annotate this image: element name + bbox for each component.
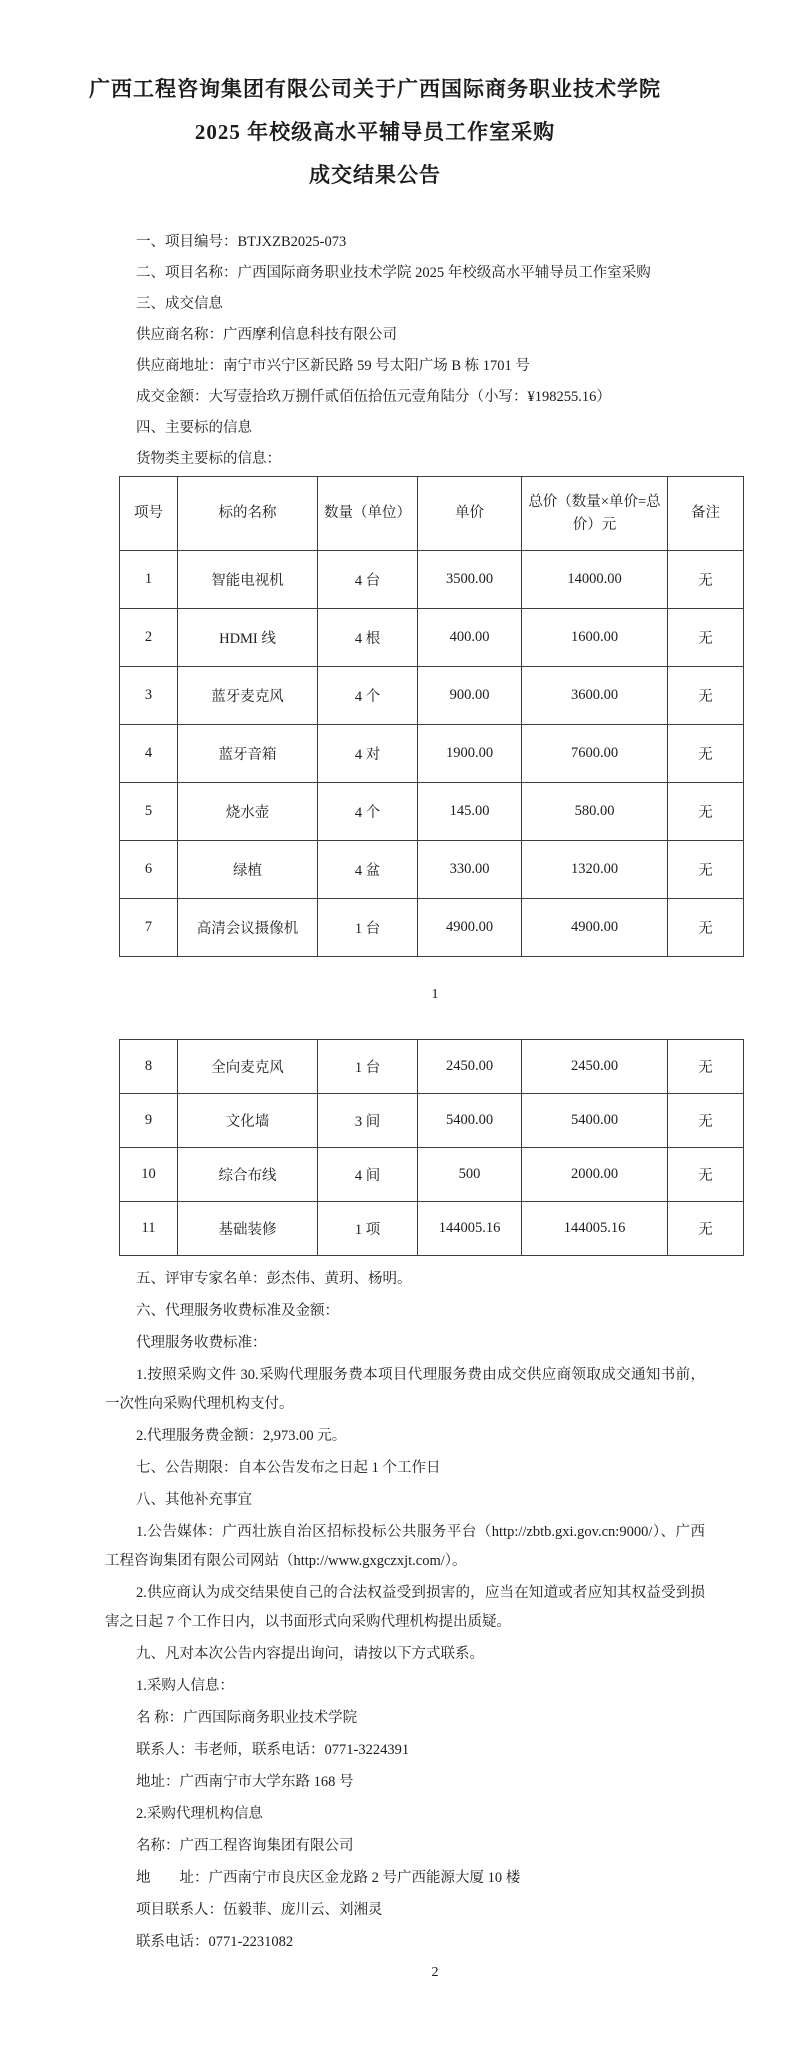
table-cell: 无 xyxy=(668,551,744,609)
table-cell: 330.00 xyxy=(418,841,522,899)
col-header-subject-name: 标的名称 xyxy=(178,477,318,551)
table-cell: 1900.00 xyxy=(418,725,522,783)
table-cell: 无 xyxy=(668,1202,744,1256)
table-cell: 无 xyxy=(668,841,744,899)
table-cell: 4 根 xyxy=(318,609,418,667)
table-cell: 3 xyxy=(120,667,178,725)
table-cell: 900.00 xyxy=(418,667,522,725)
table-cell: 无 xyxy=(668,783,744,841)
agency-fee-heading: 六、代理服务收费标准及金额： xyxy=(136,1303,339,1319)
contact-phone-line: 联系电话：0771-2231082 xyxy=(136,1934,294,1950)
table-cell: 580.00 xyxy=(522,783,668,841)
table-cell: 无 xyxy=(668,1148,744,1202)
table-cell: 1 台 xyxy=(318,899,418,957)
table-cell: 144005.16 xyxy=(418,1202,522,1256)
table-cell: 5400.00 xyxy=(522,1094,668,1148)
title-line-3: 成交结果公告 xyxy=(309,163,441,187)
page-number-2: 2 xyxy=(431,1965,439,1980)
announcement-period-line: 七、公告期限：自本公告发布之日起 1 个工作日 xyxy=(136,1460,441,1476)
agency-heading: 2.采购代理机构信息 xyxy=(136,1806,263,1822)
table-cell: 无 xyxy=(668,725,744,783)
page-number-1: 1 xyxy=(431,987,439,1002)
table-cell: HDMI 线 xyxy=(178,609,318,667)
table-cell: 4 盆 xyxy=(318,841,418,899)
table-cell: 7 xyxy=(120,899,178,957)
goods-table-page2 xyxy=(119,1039,744,1256)
table-cell: 400.00 xyxy=(418,609,522,667)
table-cell: 500 xyxy=(418,1148,522,1202)
table-cell: 基础装修 xyxy=(178,1202,318,1256)
table-cell: 4 对 xyxy=(318,725,418,783)
table-cell: 智能电视机 xyxy=(178,551,318,609)
table-cell: 9 xyxy=(120,1094,178,1148)
title-line-1: 广西工程咨询集团有限公司关于广西国际商务职业技术学院 xyxy=(89,77,661,101)
table-cell: 无 xyxy=(668,1040,744,1094)
table-cell: 蓝牙音箱 xyxy=(178,725,318,783)
project-number-line: 一、项目编号：BTJXZB2025-073 xyxy=(136,234,347,250)
table-row xyxy=(120,667,744,725)
main-subject-heading: 四、主要标的信息 xyxy=(136,420,252,436)
table-cell: 无 xyxy=(668,609,744,667)
table-cell: 1 台 xyxy=(318,1040,418,1094)
purchaser-address-line: 地址：广西南宁市大学东路 168 号 xyxy=(136,1774,354,1790)
table-cell: 2450.00 xyxy=(522,1040,668,1094)
table-cell: 2 xyxy=(120,609,178,667)
table-cell: 高清会议摄像机 xyxy=(178,899,318,957)
table-cell: 3500.00 xyxy=(418,551,522,609)
table-cell: 4 个 xyxy=(318,667,418,725)
table-cell: 1600.00 xyxy=(522,609,668,667)
agency-fee-standard-text: 1.按照采购文件 30.采购代理服务费本项目代理服务费由成交供应商领取成交通知书前，一次性向采购代理机构支付。 xyxy=(105,1367,705,1412)
table-cell: 全向麦克风 xyxy=(178,1040,318,1094)
purchaser-heading: 1.采购人信息： xyxy=(136,1678,234,1694)
deal-amount-line: 成交金额：大写壹拾玖万捌仟贰佰伍拾伍元壹角陆分（小写：¥198255.16） xyxy=(136,389,611,405)
table-cell: 10 xyxy=(120,1148,178,1202)
table-row xyxy=(120,1202,744,1256)
notice-sections xyxy=(105,1265,705,1957)
agency-fee-amount-line: 2.代理服务费金额：2,973.00 元。 xyxy=(136,1428,347,1444)
table-cell: 1320.00 xyxy=(522,841,668,899)
agency-address-line: 地 址：广西南宁市良庆区金龙路 2 号广西能源大厦 10 楼 xyxy=(136,1870,521,1886)
table-cell: 综合布线 xyxy=(178,1148,318,1202)
table-cell: 4900.00 xyxy=(522,899,668,957)
col-header-unit-price: 单价 xyxy=(418,477,522,551)
deal-info-heading: 三、成交信息 xyxy=(136,296,223,312)
intro-section xyxy=(105,227,705,475)
project-name-line: 二、项目名称：广西国际商务职业技术学院 2025 年校级高水平辅导员工作室采购 xyxy=(136,265,651,281)
table-cell: 3 间 xyxy=(318,1094,418,1148)
contact-heading: 九、凡对本次公告内容提出询问，请按以下方式联系。 xyxy=(136,1646,484,1662)
table-header-row xyxy=(120,477,744,551)
table-cell: 7600.00 xyxy=(522,725,668,783)
table-row xyxy=(120,609,744,667)
table-cell: 4 个 xyxy=(318,783,418,841)
table-cell: 4 台 xyxy=(318,551,418,609)
table-cell: 6 xyxy=(120,841,178,899)
table-cell: 蓝牙麦克风 xyxy=(178,667,318,725)
experts-line: 五、评审专家名单：彭杰伟、黄玥、杨明。 xyxy=(136,1271,412,1287)
purchaser-name-line: 名 称：广西国际商务职业技术学院 xyxy=(136,1710,358,1726)
supplier-name-line: 供应商名称：广西摩利信息科技有限公司 xyxy=(136,327,397,343)
table-cell: 1 项 xyxy=(318,1202,418,1256)
document-title xyxy=(40,68,710,197)
table-cell: 2450.00 xyxy=(418,1040,522,1094)
table-row xyxy=(120,1148,744,1202)
table-cell: 4 xyxy=(120,725,178,783)
table-cell: 11 xyxy=(120,1202,178,1256)
table-row xyxy=(120,1040,744,1094)
table-row xyxy=(120,551,744,609)
agency-name-line: 名称：广西工程咨询集团有限公司 xyxy=(136,1838,354,1854)
table-cell: 文化墙 xyxy=(178,1094,318,1148)
table-cell: 4 间 xyxy=(318,1148,418,1202)
table-cell: 1 xyxy=(120,551,178,609)
table-cell: 144005.16 xyxy=(522,1202,668,1256)
table-row xyxy=(120,899,744,957)
table-cell: 绿植 xyxy=(178,841,318,899)
media-text: 1.公告媒体：广西壮族自治区招标投标公共服务平台（http://zbtb.gxi.gov.cn:9000/）、广西工程咨询集团有限公司网站（http://www.gxgczxjt.com/）。 xyxy=(105,1524,705,1569)
col-header-quantity: 数量（单位） xyxy=(318,477,418,551)
goods-table-page1 xyxy=(119,476,744,957)
objection-text: 2.供应商认为成交结果使自己的合法权益受到损害的，应当在知道或者应知其权益受到损害之日起 7 个工作日内，以书面形式向采购代理机构提出质疑。 xyxy=(105,1585,705,1630)
agency-fee-standard-label: 代理服务收费标准： xyxy=(136,1335,267,1351)
purchaser-contact-line: 联系人：韦老师，联系电话：0771-3224391 xyxy=(136,1742,410,1758)
table-row xyxy=(120,841,744,899)
table-cell: 14000.00 xyxy=(522,551,668,609)
table-cell: 8 xyxy=(120,1040,178,1094)
other-matters-heading: 八、其他补充事宜 xyxy=(136,1492,252,1508)
table-cell: 烧水壶 xyxy=(178,783,318,841)
supplier-address-line: 供应商地址：南宁市兴宁区新民路 59 号太阳广场 B 栋 1701 号 xyxy=(136,358,530,374)
table-cell: 3600.00 xyxy=(522,667,668,725)
col-header-total-price: 总价（数量×单价=总价）元 xyxy=(522,477,668,551)
table-row xyxy=(120,783,744,841)
table-cell: 无 xyxy=(668,667,744,725)
col-header-item-no: 项号 xyxy=(120,477,178,551)
table-cell: 5 xyxy=(120,783,178,841)
table-cell: 5400.00 xyxy=(418,1094,522,1148)
col-header-remark: 备注 xyxy=(668,477,744,551)
table-cell: 4900.00 xyxy=(418,899,522,957)
table-cell: 145.00 xyxy=(418,783,522,841)
table-cell: 无 xyxy=(668,899,744,957)
table-cell: 2000.00 xyxy=(522,1148,668,1202)
title-line-2: 2025 年校级高水平辅导员工作室采购 xyxy=(194,120,556,144)
goods-info-label: 货物类主要标的信息： xyxy=(136,451,281,467)
table-cell: 无 xyxy=(668,1094,744,1148)
table-row xyxy=(120,725,744,783)
project-contacts-line: 项目联系人：伍毅菲、庞川云、刘湘灵 xyxy=(136,1902,383,1918)
table-row xyxy=(120,1094,744,1148)
